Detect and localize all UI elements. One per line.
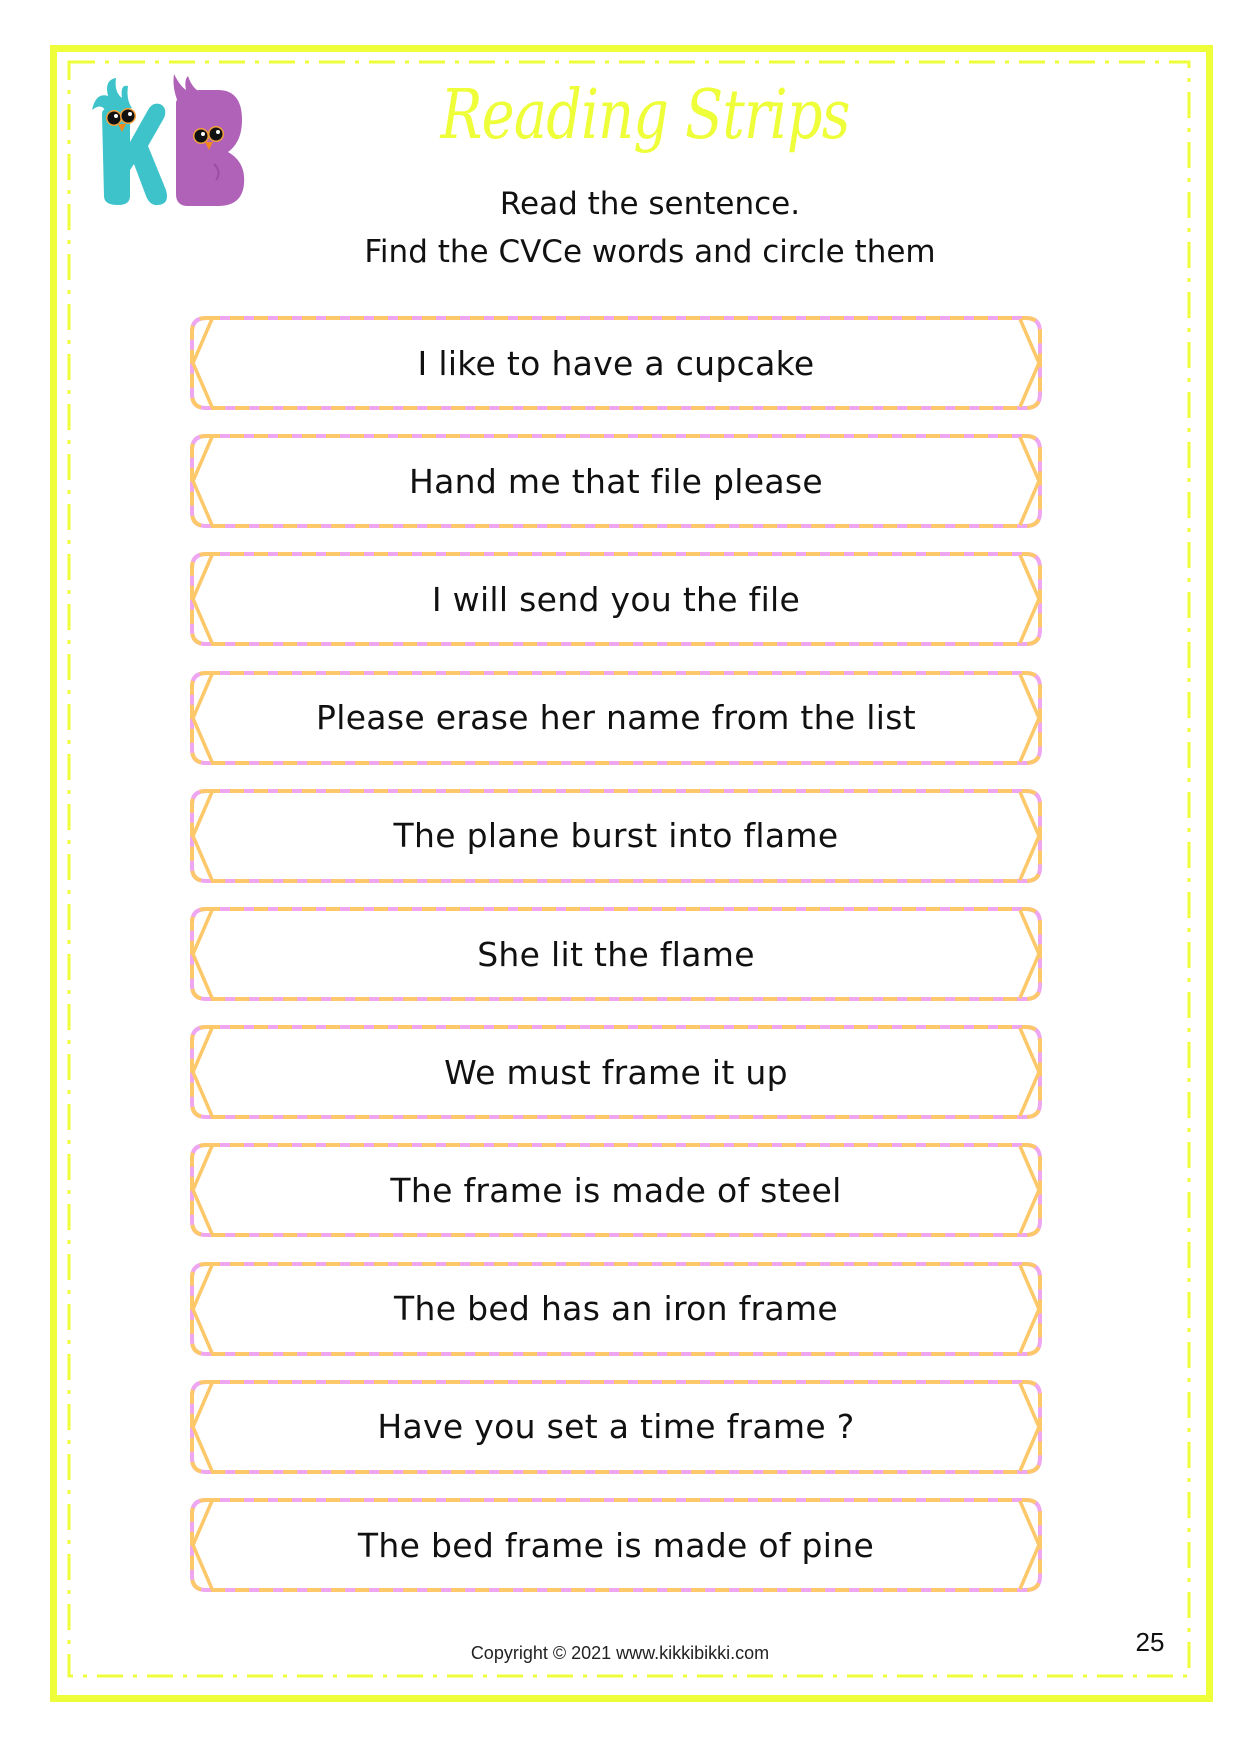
instruction-line-2: Find the CVCe words and circle them bbox=[364, 234, 936, 270]
strip-sentence: I will send you the file bbox=[431, 579, 801, 619]
kikkibikki-logo bbox=[88, 72, 248, 212]
strip-sentence: Please erase her name from the list bbox=[316, 698, 916, 738]
strip-sentence: I like to have a cupcake bbox=[417, 343, 815, 383]
reading-strip bbox=[190, 1025, 1042, 1119]
reading-strip bbox=[190, 1380, 1042, 1474]
reading-strip bbox=[190, 789, 1042, 883]
reading-strip bbox=[190, 552, 1042, 646]
reading-strip bbox=[190, 1498, 1042, 1592]
page-title: Reading Strips bbox=[440, 76, 850, 155]
strip-sentence: The bed frame is made of pine bbox=[357, 1525, 875, 1565]
instruction-line-1: Read the sentence. bbox=[499, 186, 801, 222]
strip-sentence: We must frame it up bbox=[444, 1052, 788, 1092]
reading-strip bbox=[190, 907, 1042, 1001]
strip-sentence: Have you set a time frame ? bbox=[377, 1407, 855, 1447]
reading-strip bbox=[190, 316, 1042, 410]
reading-strip bbox=[190, 671, 1042, 765]
logo-k-icon bbox=[92, 78, 167, 205]
strip-sentence: Hand me that file please bbox=[409, 461, 823, 501]
reading-strip bbox=[190, 1262, 1042, 1356]
reading-strip bbox=[190, 434, 1042, 528]
strip-sentence: The bed has an iron frame bbox=[394, 1289, 838, 1329]
reading-strip bbox=[190, 1143, 1042, 1237]
strip-sentence: She lit the flame bbox=[477, 934, 755, 974]
logo-b-icon bbox=[174, 74, 245, 206]
copyright-text: Copyright © 2021 www.kikkibikki.com bbox=[470, 1643, 770, 1663]
strip-sentence: The frame is made of steel bbox=[390, 1170, 842, 1210]
page-number: 25 bbox=[1135, 1627, 1165, 1657]
strip-sentence: The plane burst into flame bbox=[393, 816, 839, 856]
